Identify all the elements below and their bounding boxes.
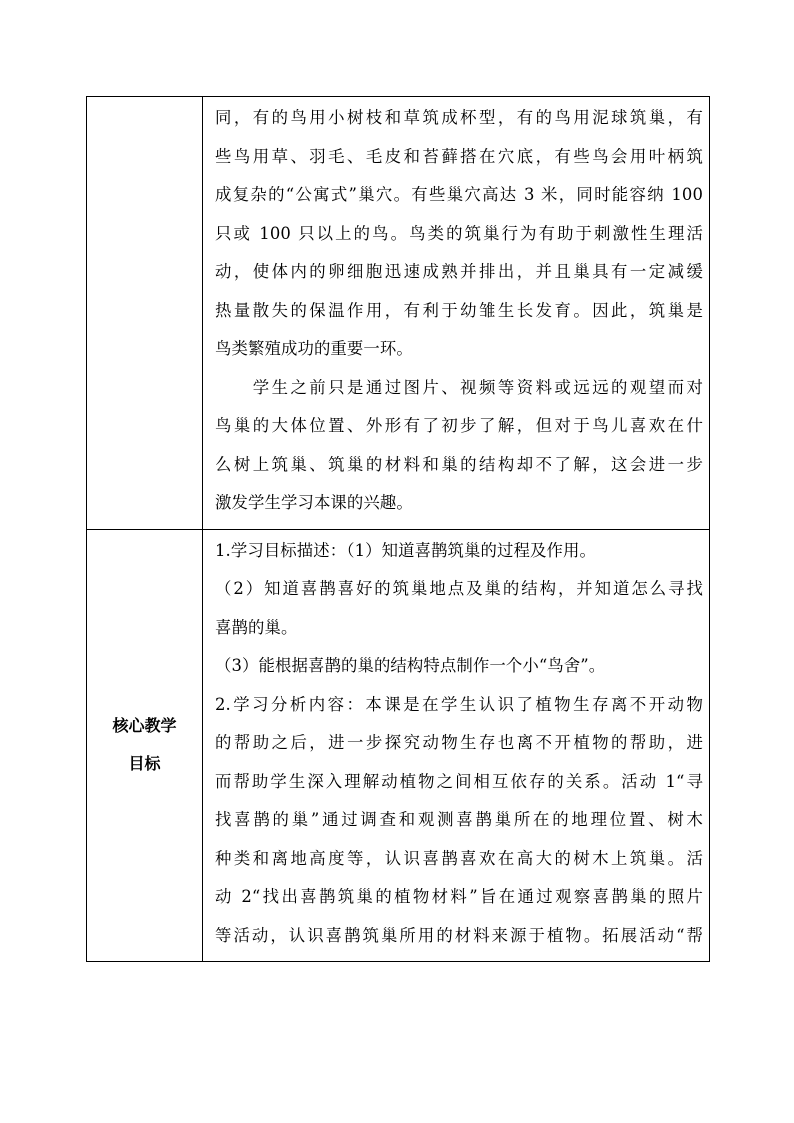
text-line: 1.学习目标描述：（1）知道喜鹊筑巢的过程及作用。 xyxy=(215,540,596,560)
text-line: 学生之前只是通过图片、视频等资料或远远的观望而对 xyxy=(215,377,703,397)
text-line: 只或 100 只以上的鸟。鸟类的筑巢行为有助于刺激性生理活 xyxy=(215,223,703,243)
table-row-background xyxy=(87,97,710,530)
table-row-core-objectives xyxy=(87,529,710,962)
row-label-cell xyxy=(87,529,203,962)
lesson-plan-table xyxy=(86,96,710,962)
text-line: （3）能根据喜鹊的巢的结构特点制作一个小“鸟舍”。 xyxy=(215,656,606,675)
text-line: 成复杂的“公寓式”巢穴。有些巢穴高达 3 米，同时能容纳 100 xyxy=(215,185,703,204)
text-line: 等活动，认识喜鹊筑巢所用的材料来源于植物。拓展活动“帮 xyxy=(215,925,703,945)
text-line: 同，有的鸟用小树枝和草筑成杯型，有的鸟用泥球筑巢，有 xyxy=(215,108,703,127)
text-line: 激发学生学习本课的兴趣。 xyxy=(215,493,413,512)
text-line: 鸟类繁殖成功的重要一环。 xyxy=(215,339,413,358)
text-line: 找喜鹊的巢”通过调查和观测喜鹊巢所在的地理位置、树木 xyxy=(215,810,703,829)
text-line: 热量散失的保温作用，有利于幼雏生长发育。因此，筑巢是 xyxy=(215,300,703,320)
background-text xyxy=(203,97,709,529)
text-line: 2.学习分析内容：本课是在学生认识了植物生存离不开动物 xyxy=(215,694,703,714)
text-line: 动，使体内的卵细胞迅速成熟并排出，并且巢具有一定减缓 xyxy=(215,262,703,281)
text-line: 些鸟用草、羽毛、毛皮和苔藓搭在穴底，有些鸟会用叶柄筑 xyxy=(215,146,703,166)
text-line: 鸟巢的大体位置、外形有了初步了解，但对于鸟儿喜欢在什 xyxy=(215,416,703,435)
text-line: 动 2“找出喜鹊筑巢的植物材料”旨在通过观察喜鹊巢的照片 xyxy=(215,887,703,906)
row-content-cell xyxy=(203,529,710,962)
row-label-core-objectives: 核心教学目标 xyxy=(112,716,177,774)
text-line: 种类和离地高度等，认识喜鹊喜欢在高大的树木上筑巢。活 xyxy=(215,848,703,868)
row-label-cell xyxy=(87,97,203,530)
text-line: 的帮助之后，进一步探究动物生存也离不开植物的帮助，进 xyxy=(215,733,703,752)
text-line: 而帮助学生深入理解动植物之间相互依存的关系。活动 1“寻 xyxy=(215,771,703,791)
objectives-text xyxy=(203,530,709,962)
text-line: 么树上筑巢、筑巢的材料和巢的结构却不了解，这会进一步 xyxy=(215,454,703,474)
text-line: 喜鹊的巢。 xyxy=(215,617,298,637)
row-content-cell xyxy=(203,97,710,530)
text-line: （2）知道喜鹊喜好的筑巢地点及巢的结构，并知道怎么寻找 xyxy=(215,579,703,598)
